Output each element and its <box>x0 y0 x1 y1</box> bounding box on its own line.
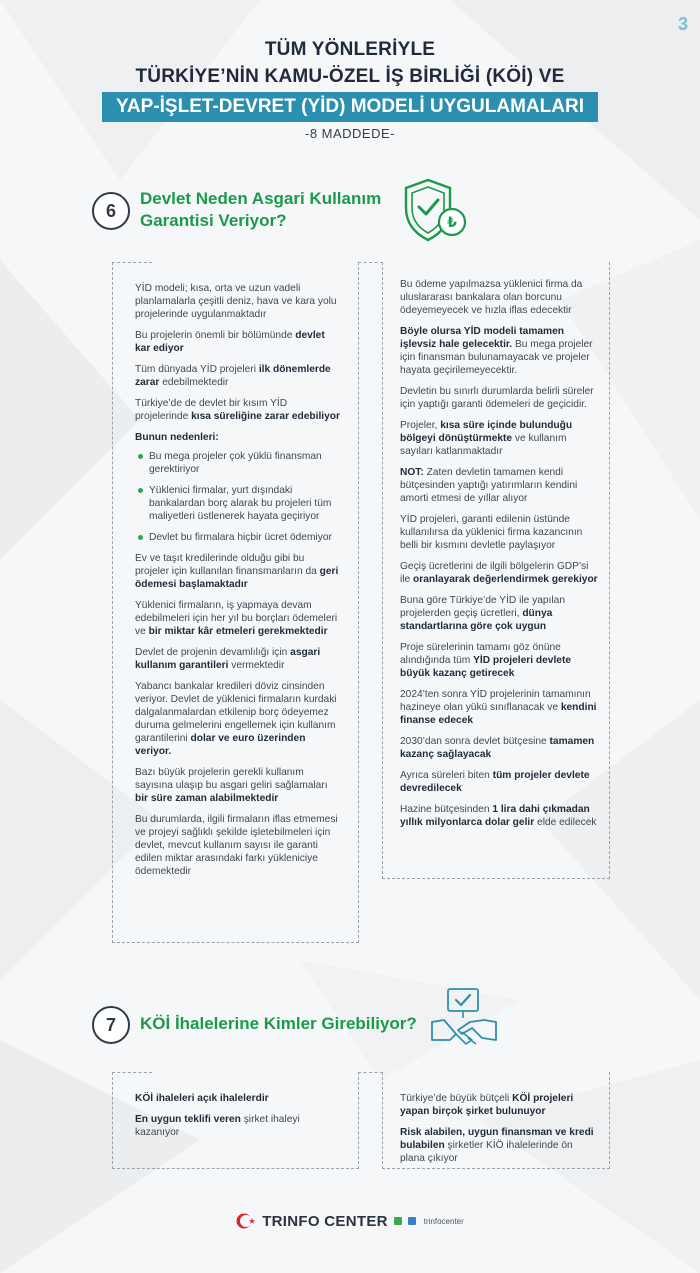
s7-left-p1: KÖİ ihaleleri açık ihalelerdir <box>135 1093 269 1104</box>
section-6-right-column <box>400 278 600 837</box>
svg-text:₺: ₺ <box>447 215 457 231</box>
title-line-1: TÜM YÖNLERİYLE <box>264 39 436 60</box>
section-7-title: KÖİ İhalelerine Kimler Girebiliyor? <box>140 1014 417 1033</box>
page-number: 3 <box>677 14 688 34</box>
section-7-left-column <box>135 1092 340 1147</box>
section-6-title-line-2: Garantisi Veriyor? <box>140 211 287 230</box>
section-7-number: 7 <box>92 1006 130 1044</box>
handshake-check-icon <box>428 986 500 1056</box>
title-subtitle: -8 MADDEDE- <box>304 126 395 141</box>
section-6-number: 6 <box>92 192 130 230</box>
section-6-mid-frame <box>358 262 383 943</box>
s6-right-p7: Geçiş ücretlerini de ilgili bölgelerin GDP’si ile oranlayarak değerlendirmek gerekiyor <box>400 561 598 585</box>
s6-right-p3: Devletin bu sınırlı durumlarda belirli süreler için yaptığı garanti ödemeleri de geçicidir. <box>400 386 594 410</box>
s6-right-p12: Ayrıca süreleri biten tüm projeler devlete devredilecek <box>400 770 590 794</box>
footer-logo <box>236 1212 464 1230</box>
s6-right-p11: 2030’dan sonra devlet bütçesine tamamen kazanç sağlayacak <box>400 736 595 760</box>
s6-right-p9: Proje sürelerinin tamamı göz önüne alındığında tüm YİD projeleri devlete büyük kazanç getirecek <box>400 642 572 679</box>
s6-left-p1: YİD modeli; kısa, orta ve uzun vadeli planlamalarla çeşitli deniz, hava ve kara yolu projelerinde uygulanmaktadır <box>135 283 337 320</box>
s6-right-p10: 2024’ten sonra YİD projelerinin tamamının hazineye olan yükü sınıflanacak ve kendini finanse edecek <box>400 689 597 726</box>
footer-brand: TRINFO CENTER <box>262 1212 388 1230</box>
s6-reasons-heading: Bunun nedenleri: <box>135 432 219 443</box>
section-6-title <box>140 188 390 232</box>
s6-left-p2: Bu projelerin önemli bir bölümünde devlet kar ediyor <box>135 330 325 354</box>
s6-left-p7: Devlet de projenin devamlılığı için asgari kullanım garantileri vermektedir <box>135 647 321 671</box>
list-item: Yüklenici firmalar, yurt dışındaki bankalardan borç alarak bu projeleri tüm maliyetleri üstlenerek hayata geçiriyor <box>149 484 340 523</box>
section-7-mid-frame <box>358 1072 383 1169</box>
social-icon <box>394 1217 402 1225</box>
title-line-2: TÜRKİYE’NİN KAMU-ÖZEL İŞ BİRLİĞİ (KÖİ) VE <box>135 66 565 87</box>
section-6-left-column <box>135 282 340 886</box>
s6-right-p5: NOT: Zaten devletin tamamen kendi bütçesinden yaptığı yatırımların kendini amorti etmesi de yıllar alıyor <box>400 467 578 504</box>
s6-right-p13: Hazine bütçesinden 1 lira dahi çıkmadan yıllık milyonlarca dolar gelir elde edilecek <box>400 804 597 828</box>
s6-reasons-list <box>135 450 340 544</box>
s6-right-p8: Buna göre Türkiye’de YİD ile yapılan projelerden geçiş ücretleri, dünya standartlarına göre çok uygun <box>400 595 565 632</box>
social-icon <box>408 1217 416 1225</box>
s7-right-p2: Risk alabilen, uygun finansman ve kredi bulabilen şirketler KİÖ ihalelerinde ön plana çıkıyor <box>400 1127 594 1164</box>
title-line-3: YAP-İŞLET-DEVRET (YİD) MODELİ UYGULAMALARI <box>102 92 598 122</box>
s6-left-p9: Bazı büyük projelerin gerekli kullanım sayısına ulaşıp bu asgari geliri sağlamaları bir süre zaman alabilmektedir <box>135 767 328 804</box>
list-item: Devlet bu firmalara hiçbir ücret ödemiyor <box>149 531 340 544</box>
s6-left-p3: Tüm dünyada YİD projeleri ilk dönemlerde zarar edebilmektedir <box>135 364 331 388</box>
section-7-right-column <box>400 1092 600 1173</box>
section-6-left-frame-top <box>112 262 152 264</box>
footer-handle: trinfocenter <box>423 1216 464 1226</box>
s6-right-p6: YİD projeleri, garanti edilenin üstünde kullanılırsa da yüklenici firma kazancının belli bir kısmını devletle paylaşıyor <box>400 514 583 551</box>
shield-lira-icon <box>400 176 472 244</box>
s6-left-p4: Türkiye’de de devlet bir kısım YİD projelerinde kısa süreliğine zarar edebiliyor <box>135 398 340 422</box>
s6-left-p10: Bu durumlarda, ilgili firmaların iflas etmemesi ve projeyi sağlıklı şekilde işletebilmeleri için devlet, mevcut kullanım sayısı ile garanti edilen miktar arasındaki farkı yükleniciye ödemektedir <box>135 814 338 877</box>
s6-left-p6: Yüklenici firmaların, iş yapmaya devam edebilmeleri için her yıl bu borçları ödemeleri ve bir miktar kâr etmeleri gerekmektedir <box>135 600 338 637</box>
page-title <box>0 36 700 141</box>
s6-right-p2: Böyle olursa YİD modeli tamamen işlevsiz hale gelecektir. Bu mega projeler için finansman bulunamayacak ve projeler hayata geçirilemeyecektir. <box>400 326 593 376</box>
footer <box>0 1212 700 1235</box>
crescent-star-icon <box>236 1212 258 1230</box>
s7-left-p2: En uygun teklifi veren şirket ihaleyi kazanıyor <box>135 1114 300 1138</box>
section-6-title-line-1: Devlet Neden Asgari Kullanım <box>140 189 382 208</box>
section-7-left-frame-top <box>112 1072 152 1074</box>
s7-right-p1: Türkiye’de büyük bütçeli KÖİ projeleri yapan birçok şirket bulunuyor <box>400 1093 574 1117</box>
s6-right-p4: Projeler, kısa süre içinde bulunduğu bölgeyi dönüştürmekte ve kullanım sayıları katlanmaktadır <box>400 420 573 457</box>
s6-left-p5: Ev ve taşıt kredilerinde olduğu gibi bu projeler için kullanılan finansmanların da geri ödemesi başlamaktadır <box>135 553 339 590</box>
s6-right-p1: Bu ödeme yapılmazsa yüklenici firma da uluslararası bankalara olan borcunu ödeyemeyecek ve hızla iflas edecektir <box>400 279 583 316</box>
list-item: Bu mega projeler çok yüklü finansman gerektiriyor <box>149 450 340 476</box>
s6-left-p8: Yabancı bankalar kredileri döviz cinsinden veriyor. Devlet de yüklenici firmaların kurdaki dalgalanmalardan etkilenip borç ödeyemez duruma gelmelerini engellemek için kullanım garantilerini dolar ve euro üzerinden veriyor. <box>135 681 337 757</box>
